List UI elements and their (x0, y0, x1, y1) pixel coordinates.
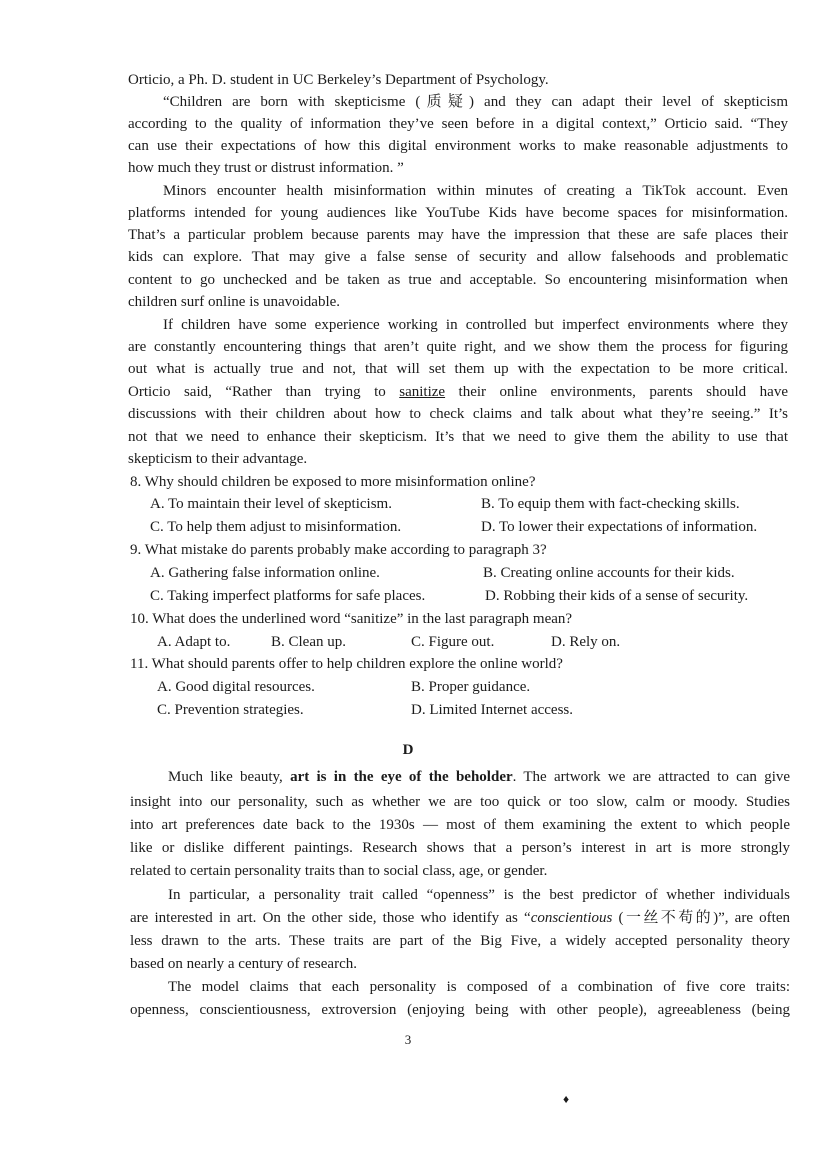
question-9-option-a[interactable]: A. Gathering false information online. (150, 565, 380, 581)
section-d-line: like or dislike different paintings. Research shows that a person’s interest in art is more strongly (130, 840, 790, 856)
bold-phrase: art is in the eye of the beholder (290, 769, 513, 785)
underlined-word-sanitize: sanitize (399, 384, 446, 400)
passage-line: how much they trust or distrust information. ” (128, 160, 404, 176)
section-d-line: openness, conscientiousness, extroversion (enjoying being with other people), agreeableness (being (130, 1002, 790, 1018)
passage-line: skepticism to their advantage. (128, 451, 308, 467)
question-10-option-b[interactable]: B. Clean up. (271, 634, 346, 650)
stray-mark-icon: ♦ (563, 1092, 570, 1106)
question-10-option-d[interactable]: D. Rely on. (551, 634, 621, 650)
passage-line: according to the quality of information they’ve seen before in a digital context,” Orticio said. “They (128, 116, 788, 132)
question-8-option-c[interactable]: C. To help them adjust to misinformation. (150, 519, 402, 535)
passage-line: out what is actually true and not, that will set them up with the expectation to be more critical. (128, 361, 788, 377)
section-d-line: based on nearly a century of research. (130, 956, 357, 972)
question-8-stem: 8. Why should children be exposed to more misinformation online? (130, 474, 536, 490)
section-d-line: related to certain personality traits than to social class, age, or gender. (130, 863, 548, 879)
question-9-stem: 9. What mistake do parents probably make according to paragraph 3? (130, 542, 547, 558)
text-span: are interested in art. On the other side, those who identify as “ (130, 910, 531, 926)
question-9-option-d[interactable]: D. Robbing their kids of a sense of security. (485, 588, 749, 604)
section-d-line: The model claims that each personality is composed of a combination of five core traits: (168, 979, 790, 995)
section-d-line: In particular, a personality trait called “openness” is the best predictor of whether individuals (168, 887, 790, 903)
section-heading-d: D (402, 742, 414, 758)
section-d-line (130, 907, 790, 929)
passage-line: That’s a particular problem because parents may have the impression that these are safe places their (128, 227, 788, 243)
text-span: ”, are often (718, 910, 790, 926)
question-10-option-c[interactable]: C. Figure out. (411, 634, 495, 650)
passage-line: Minors encounter health misinformation within minutes of creating a TikTok account. Even (163, 183, 788, 199)
text-span: Much like beauty, (168, 769, 291, 785)
question-8-option-a[interactable]: A. To maintain their level of skepticism. (150, 496, 392, 512)
question-11-option-d[interactable]: D. Limited Internet access. (411, 702, 574, 718)
italic-word: conscientious (530, 910, 613, 926)
question-11-stem: 11. What should parents offer to help children explore the online world? (130, 656, 563, 672)
passage-line: are constantly encountering things that aren’t quite right, and we show them the process for figuring (128, 339, 788, 355)
passage-line-sanitize (128, 381, 788, 403)
passage-line: discussions with their children about how to check claims and talk about what they’re seeing.” It’s (128, 406, 788, 422)
passage-line: not that we need to enhance their skepticism. It’s that we need to give them the ability to use that (128, 429, 788, 445)
passage-line: kids can explore. That may give a false sense of security and allow falsehoods and problematic (128, 249, 788, 265)
question-11-option-a[interactable]: A. Good digital resources. (157, 679, 315, 695)
passage-line: “Children are born with skepticisme (质疑) and they can adapt their level of skepticism (163, 94, 788, 110)
text-span: Orticio said, “Rather than trying to (128, 384, 400, 400)
section-d-line: less drawn to the arts. These traits are part of the Big Five, a widely accepted personality theory (130, 933, 790, 949)
passage-line: children surf online is unavoidable. (128, 294, 341, 310)
question-10-option-a[interactable]: A. Adapt to. (157, 634, 231, 650)
passage-line: can use their expectations of how this digital environment works to make reasonable adjustments to (128, 138, 788, 154)
question-8-option-b[interactable]: B. To equip them with fact-checking skills. (481, 496, 740, 512)
question-11-option-b[interactable]: B. Proper guidance. (411, 679, 531, 695)
question-11-option-c[interactable]: C. Prevention strategies. (157, 702, 304, 718)
passage-line: content to go unchecked and be taken as true and acceptable. So encountering misinformation when (128, 272, 788, 288)
section-d-line: insight into our personality, such as whether we are too quick or too slow, calm or moody. Studies (130, 794, 790, 810)
chinese-gloss: (一丝不苟的) (612, 910, 719, 926)
section-d-line: into art preferences date back to the 1930s — most of them examining the extent to which people (130, 817, 790, 833)
text-span: . The artwork we are attracted to can give (512, 769, 791, 785)
text-span: their online environments, parents should have (445, 384, 788, 400)
passage-line: If children have some experience working in controlled but imperfect environments where they (163, 317, 788, 333)
passage-line: Orticio, a Ph. D. student in UC Berkeley’s Department of Psychology. (128, 72, 549, 88)
question-9-option-c[interactable]: C. Taking imperfect platforms for safe places. (150, 588, 426, 604)
question-9-option-b[interactable]: B. Creating online accounts for their kids. (483, 565, 735, 581)
question-8-option-d[interactable]: D. To lower their expectations of information. (481, 519, 758, 535)
question-10-stem: 10. What does the underlined word “sanitize” in the last paragraph mean? (130, 611, 573, 627)
section-d-line (168, 766, 790, 788)
page-number: 3 (404, 1032, 412, 1047)
passage-line: platforms intended for young audiences like YouTube Kids have become spaces for misinformation. (128, 205, 788, 221)
